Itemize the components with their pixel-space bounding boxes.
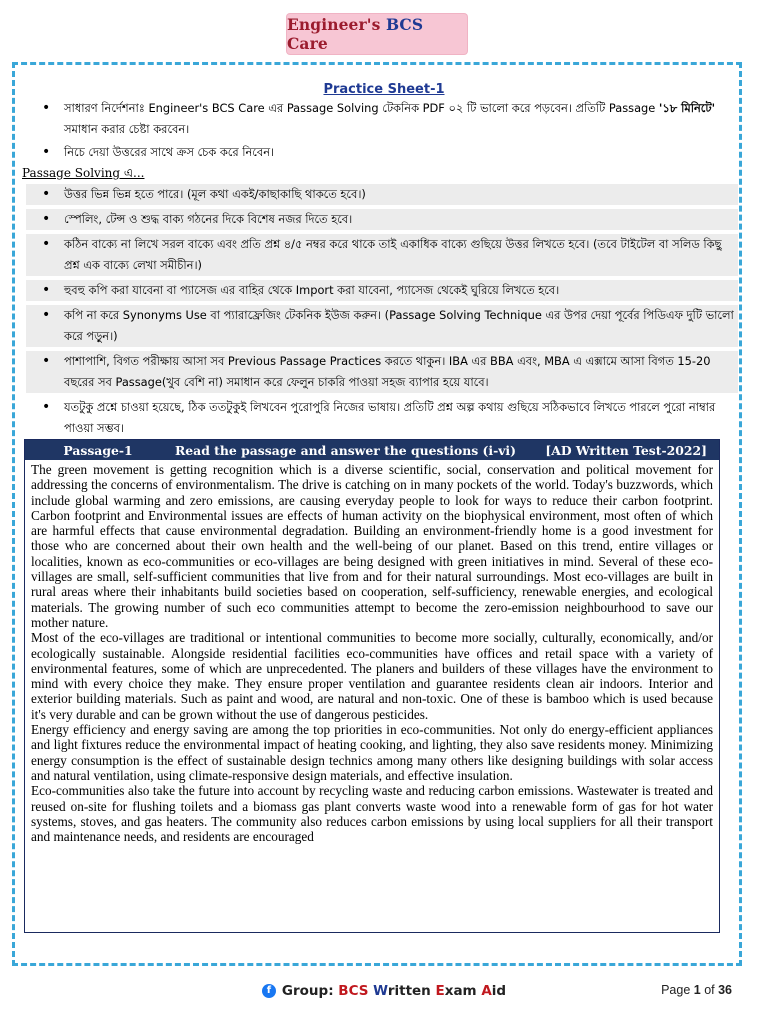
- header-brand-badge: [287, 14, 467, 54]
- passage-paragraph: Energy efficiency and energy saving are among the top priorities in eco-communities. Not only do energy-efficient appliances and light fixtures reduce the environmental impact of heating cooking, and lighting, they also save residents money. Minimizing energy consumption is the effect of sustainable design technics among many others like designing buildings with solar access and natural ventilation, using climate-responsive design materials, and effective insulation.: [31, 722, 713, 783]
- tip-item: • স্পেলিং, টেন্স ও শুদ্ধ বাক্য গঠনের দিকে বিশেষ নজর দিতে হবে।: [26, 209, 738, 230]
- facebook-icon: f: [262, 984, 276, 998]
- passage-paragraph: Most of the eco-villages are traditional or intentional communities to become more socially, culturally, economically, and/or ecologically sustainable. Alongside residential facilities eco-communities have offices and retail space with a variety of environmental features, some of which are unprecedented. The planers and builders of these villages have the environment to mind with every choice they make. They ensure proper ventilation and guarantee residents clean air indoors. Interior and exterior building materials. Such as paint and wood, are natural and non-toxic. One of these is bamboo which is used because it's very durable and can be grown without the use of dangerous pesticides.: [31, 630, 713, 722]
- tips-list: [26, 184, 738, 397]
- tip-item: • কঠিন বাক্যে না লিখে সরল বাক্যে এবং প্রতি প্রশ্ন ৪/৫ নম্বর করে থাকে তাই একাধিক বাক্যে গুছিয়ে উত্তর লিখতে হবে। (তবে টাইটেল বা সলিড কিছু প্রশ্ন এক বাক্যে লেখা সমীচীন।): [26, 234, 738, 276]
- passage-box: [24, 439, 720, 933]
- page-number: Page 1 of 36: [661, 983, 732, 997]
- passage-paragraph: Eco-communities also take the future into account by recycling waste and reducing carbon emissions. Wastewater is treated and reused on-site for flushing toilets and a biomass gas plant converts waste wood into a renewable form of gas for hot water systems, stoves, and gas heaters. The community also reduces carbon emissions by using local suppliers for all their transport and maintenance needs, and residents are encouraged: [31, 783, 713, 845]
- page-title: Practice Sheet-1: [323, 82, 445, 97]
- tip-item: • পাশাপাশি, বিগত পরীক্ষায় আসা সব Previous Passage Practices করতে থাকুন। IBA এর BBA এবং, MBA এ এক্সামে আসা বিগত 15-20 বছরের সব Passage(খুব বেশি না) সমাধান করে ফেলুন চাকরি পাওয়া সহজ ব্যাপার হয়ে যাবে।: [26, 351, 738, 393]
- tip-item: • কপি না করে Synonyms Use বা প্যারাফ্রেজিং টেকনিক ইউজ করুন। (Passage Solving Technique এর উপর দেয়া পূর্বের পিডিএফ দুটি ভালো করে পড়ুন।): [26, 305, 738, 347]
- passage-instruction: Read the passage and answer the questions (i-vi): [175, 442, 517, 458]
- passage-paragraph: The green movement is getting recognition which is a diverse scientific, social, conservation and political movement for addressing the concerns of environmentalism. The drive is catching on in many pockets of the world. Today's buzzwords, which include global warming and zero emissions, are causing everyday people to look for ways to reduce their carbon footprint. Carbon footprint and Environmental issues are effects of human activity on the biophysical environment, most often of which are harmful effects that cause environmental degradation. Building an environment-friendly home is a good investment for those who are concerned about their own health and the well-being of our planet. Based on this trend, entire villages or localities, known as eco-communities or eco-villages are being designed with green initiatives in mind. Several of these eco-villages are small, self-sufficient communities that live from and for their natural surroundings. Most eco-villages are built in rural areas where their inhabitants build societies based on cooperation, self-sufficiency, renewable energies, and ecological materials. The growing number of such eco communities attempt to become the zero-emission neighbourhood to save our mother nature.: [31, 462, 713, 630]
- passage-header-bar: [25, 440, 719, 460]
- instruction-item: • সাধারণ নির্দেশনাঃ Engineer's BCS Care এর Passage Solving টেকনিক PDF ০২ টি ভালো করে পড়বেন। প্রতিটি Passage '১৮ মিনিটে' সমাধান করার চেষ্টা করবেন।: [26, 98, 736, 140]
- footer-group-link[interactable]: f Group: BCS Written Exam Aid: [0, 983, 768, 999]
- passage-text: [25, 460, 719, 844]
- passage-label: Passage-1: [63, 442, 133, 458]
- final-tip-list: [26, 397, 738, 439]
- tip-item: • হুবহু কপি করা যাবেনা বা প্যাসেজ এর বাহির থেকে Import করা যাবেনা, প্যাসেজ থেকেই ঘুরিয়ে লিখতে হবে।: [26, 280, 738, 301]
- passage-solving-label: Passage Solving এ...: [22, 166, 145, 180]
- brand-title: Engineer's BCS Care: [287, 15, 424, 53]
- final-tip-item: • যতটুকু প্রশ্নে চাওয়া হয়েছে, ঠিক ততটুকুই লিখবেন পুরোপুরি নিজের ভাষায়। প্রতিটি প্রশ্ন অল্প কথায় গুছিয়ে সঠিকভাবে লিখতে পারলে পুরো নাম্বার পাওয়া সম্ভব।: [26, 397, 738, 439]
- instruction-item: • নিচে দেয়া উত্তরের সাথে ক্রস চেক করে নিবেন।: [26, 142, 736, 163]
- tip-item: • উত্তর ভিন্ন ভিন্ন হতে পারে। (মূল কথা একই/কাছাকাছি থাকতে হবে।): [26, 184, 738, 205]
- passage-source: [AD Written Test-2022]: [545, 442, 707, 458]
- instructions-list: [26, 98, 736, 165]
